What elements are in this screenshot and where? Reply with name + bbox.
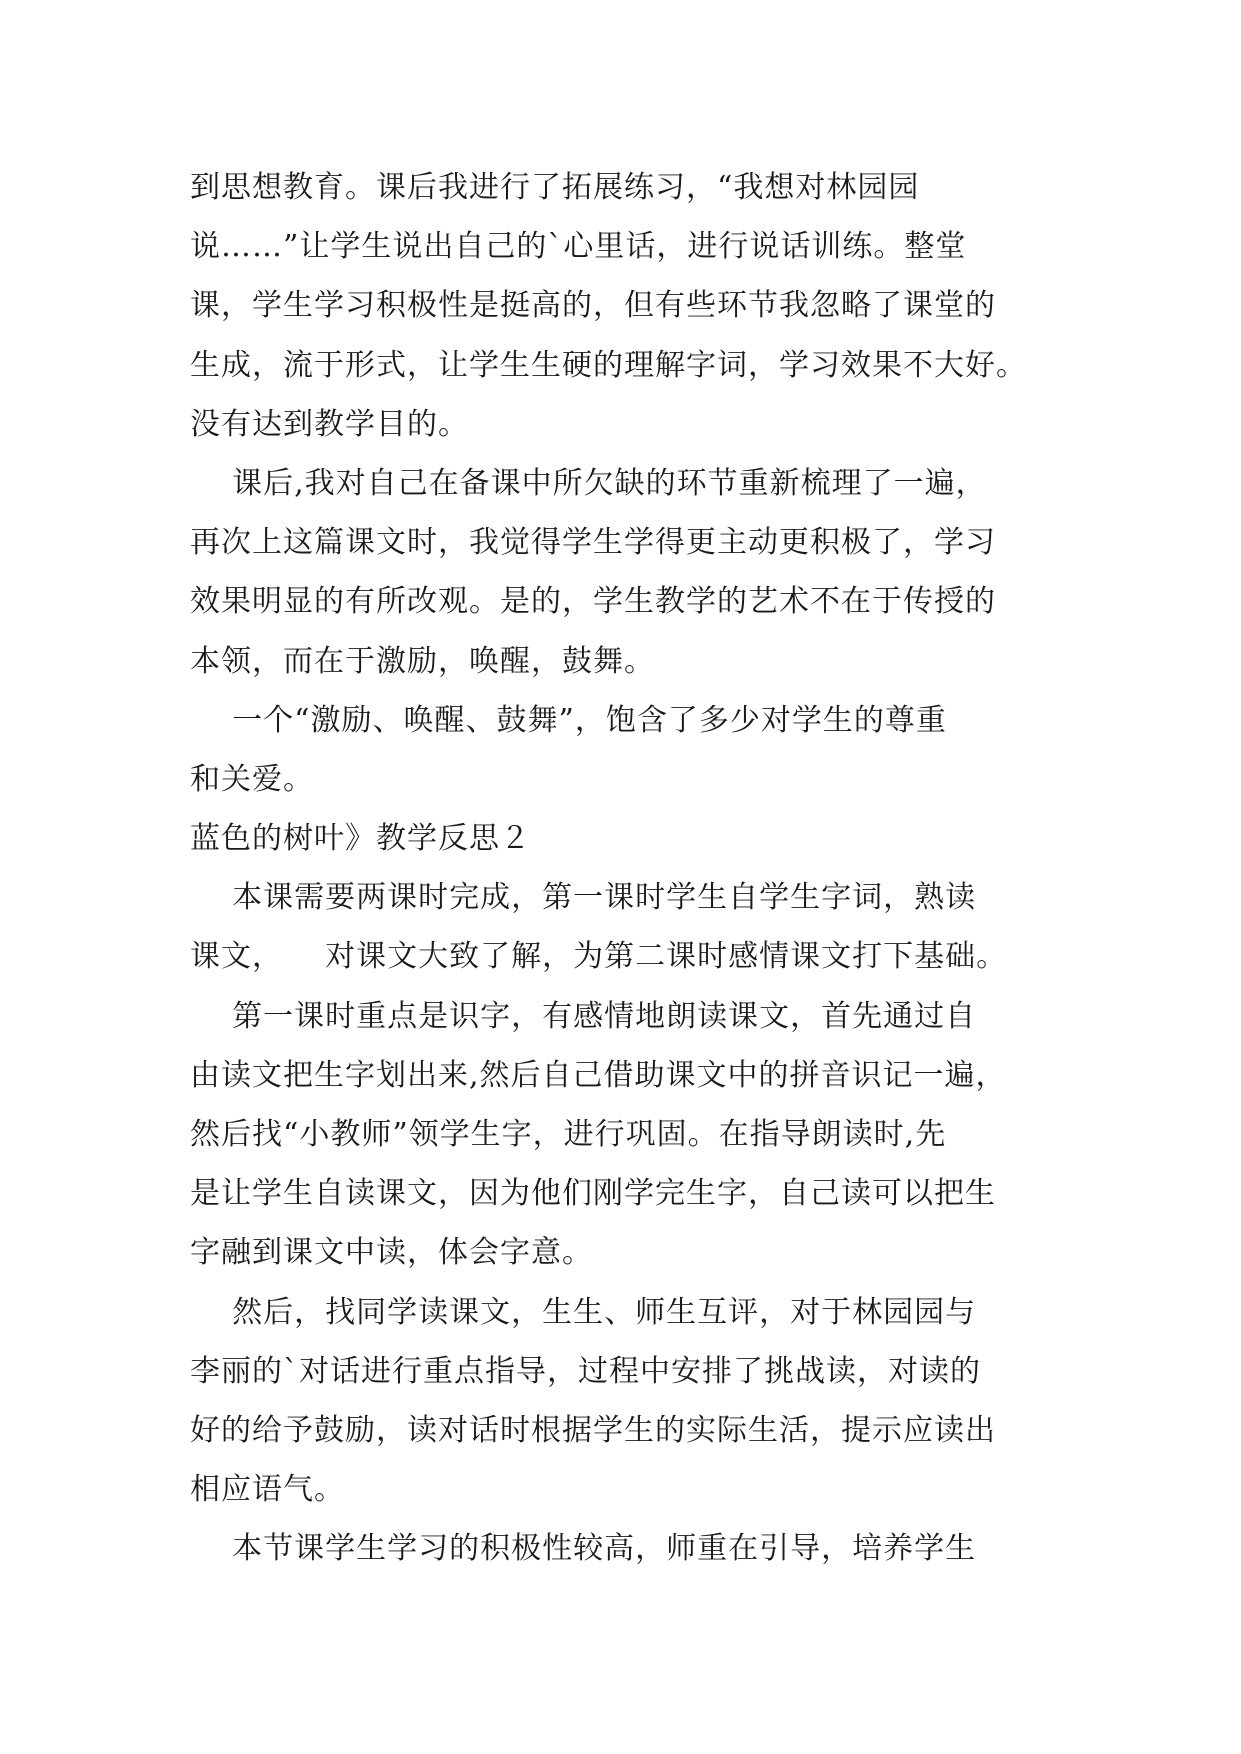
- section-heading: 蓝色的树叶》教学反思２: [190, 821, 531, 857]
- text-line: 本领，而在于激励，唤醒，鼓舞。: [190, 643, 655, 679]
- text-line: 课文， 对课文大致了解，为第二课时感情课文打下基础。: [190, 939, 1008, 975]
- text-line: 由读文把生字划出来,然后自己借助课文中的拼音识记一遍，: [190, 1057, 1007, 1093]
- text-line: 好的给予鼓励，读对话时根据学生的实际生活，提示应读出: [190, 1412, 996, 1448]
- text-line: 课，学生学习积极性是挺高的，但有些环节我忽略了课堂的: [190, 288, 996, 324]
- text-line: 然后找“小教师”领学生字，进行巩固。在指导朗读时,先: [190, 1117, 947, 1152]
- text-line: 本课需要两课时完成，第一课时学生自学生字词，熟读: [190, 880, 977, 916]
- text-line: 课后,我对自己在备课中所欠缺的环节重新梳理了一遍，: [190, 465, 987, 501]
- text-line: 相应语气。: [190, 1472, 345, 1508]
- text-line: 生成，流于形式，让学生生硬的理解字词，学习效果不大好。: [190, 347, 1027, 383]
- document-body: [190, 158, 1050, 1579]
- text-line: 本节课学生学习的积极性较高，师重在引导，培养学生: [190, 1531, 977, 1567]
- text-line: 一个“激励、唤醒、鼓舞”，饱含了多少对学生的尊重: [190, 702, 947, 738]
- text-line: 没有达到教学目的。: [190, 406, 469, 442]
- text-line: 然后，找同学读课文，生生、师生互评，对于林园园与: [190, 1294, 977, 1330]
- text-line: 到思想教育。课后我进行了拓展练习，“我想对林园园: [190, 170, 920, 205]
- text-line: 再次上这篇课文时，我觉得学生学得更主动更积极了，学习: [190, 525, 996, 561]
- text-line: 第一课时重点是识字，有感情地朗读课文，首先通过自: [190, 998, 977, 1034]
- text-line: 和关爱。: [190, 761, 314, 797]
- text-line: 效果明显的有所改观。是的，学生教学的艺术不在于传授的: [190, 584, 996, 620]
- text-line: 是让学生自读课文，因为他们刚学完生字，自己读可以把生: [190, 1176, 996, 1212]
- text-line: 字融到课文中读，体会字意。: [190, 1235, 593, 1271]
- text-line: 说……”让学生说出自己的`心里话，进行说话训练。整堂: [190, 229, 967, 265]
- text-line: 李丽的`对话进行重点指导，过程中安排了挑战读，对读的: [190, 1353, 981, 1389]
